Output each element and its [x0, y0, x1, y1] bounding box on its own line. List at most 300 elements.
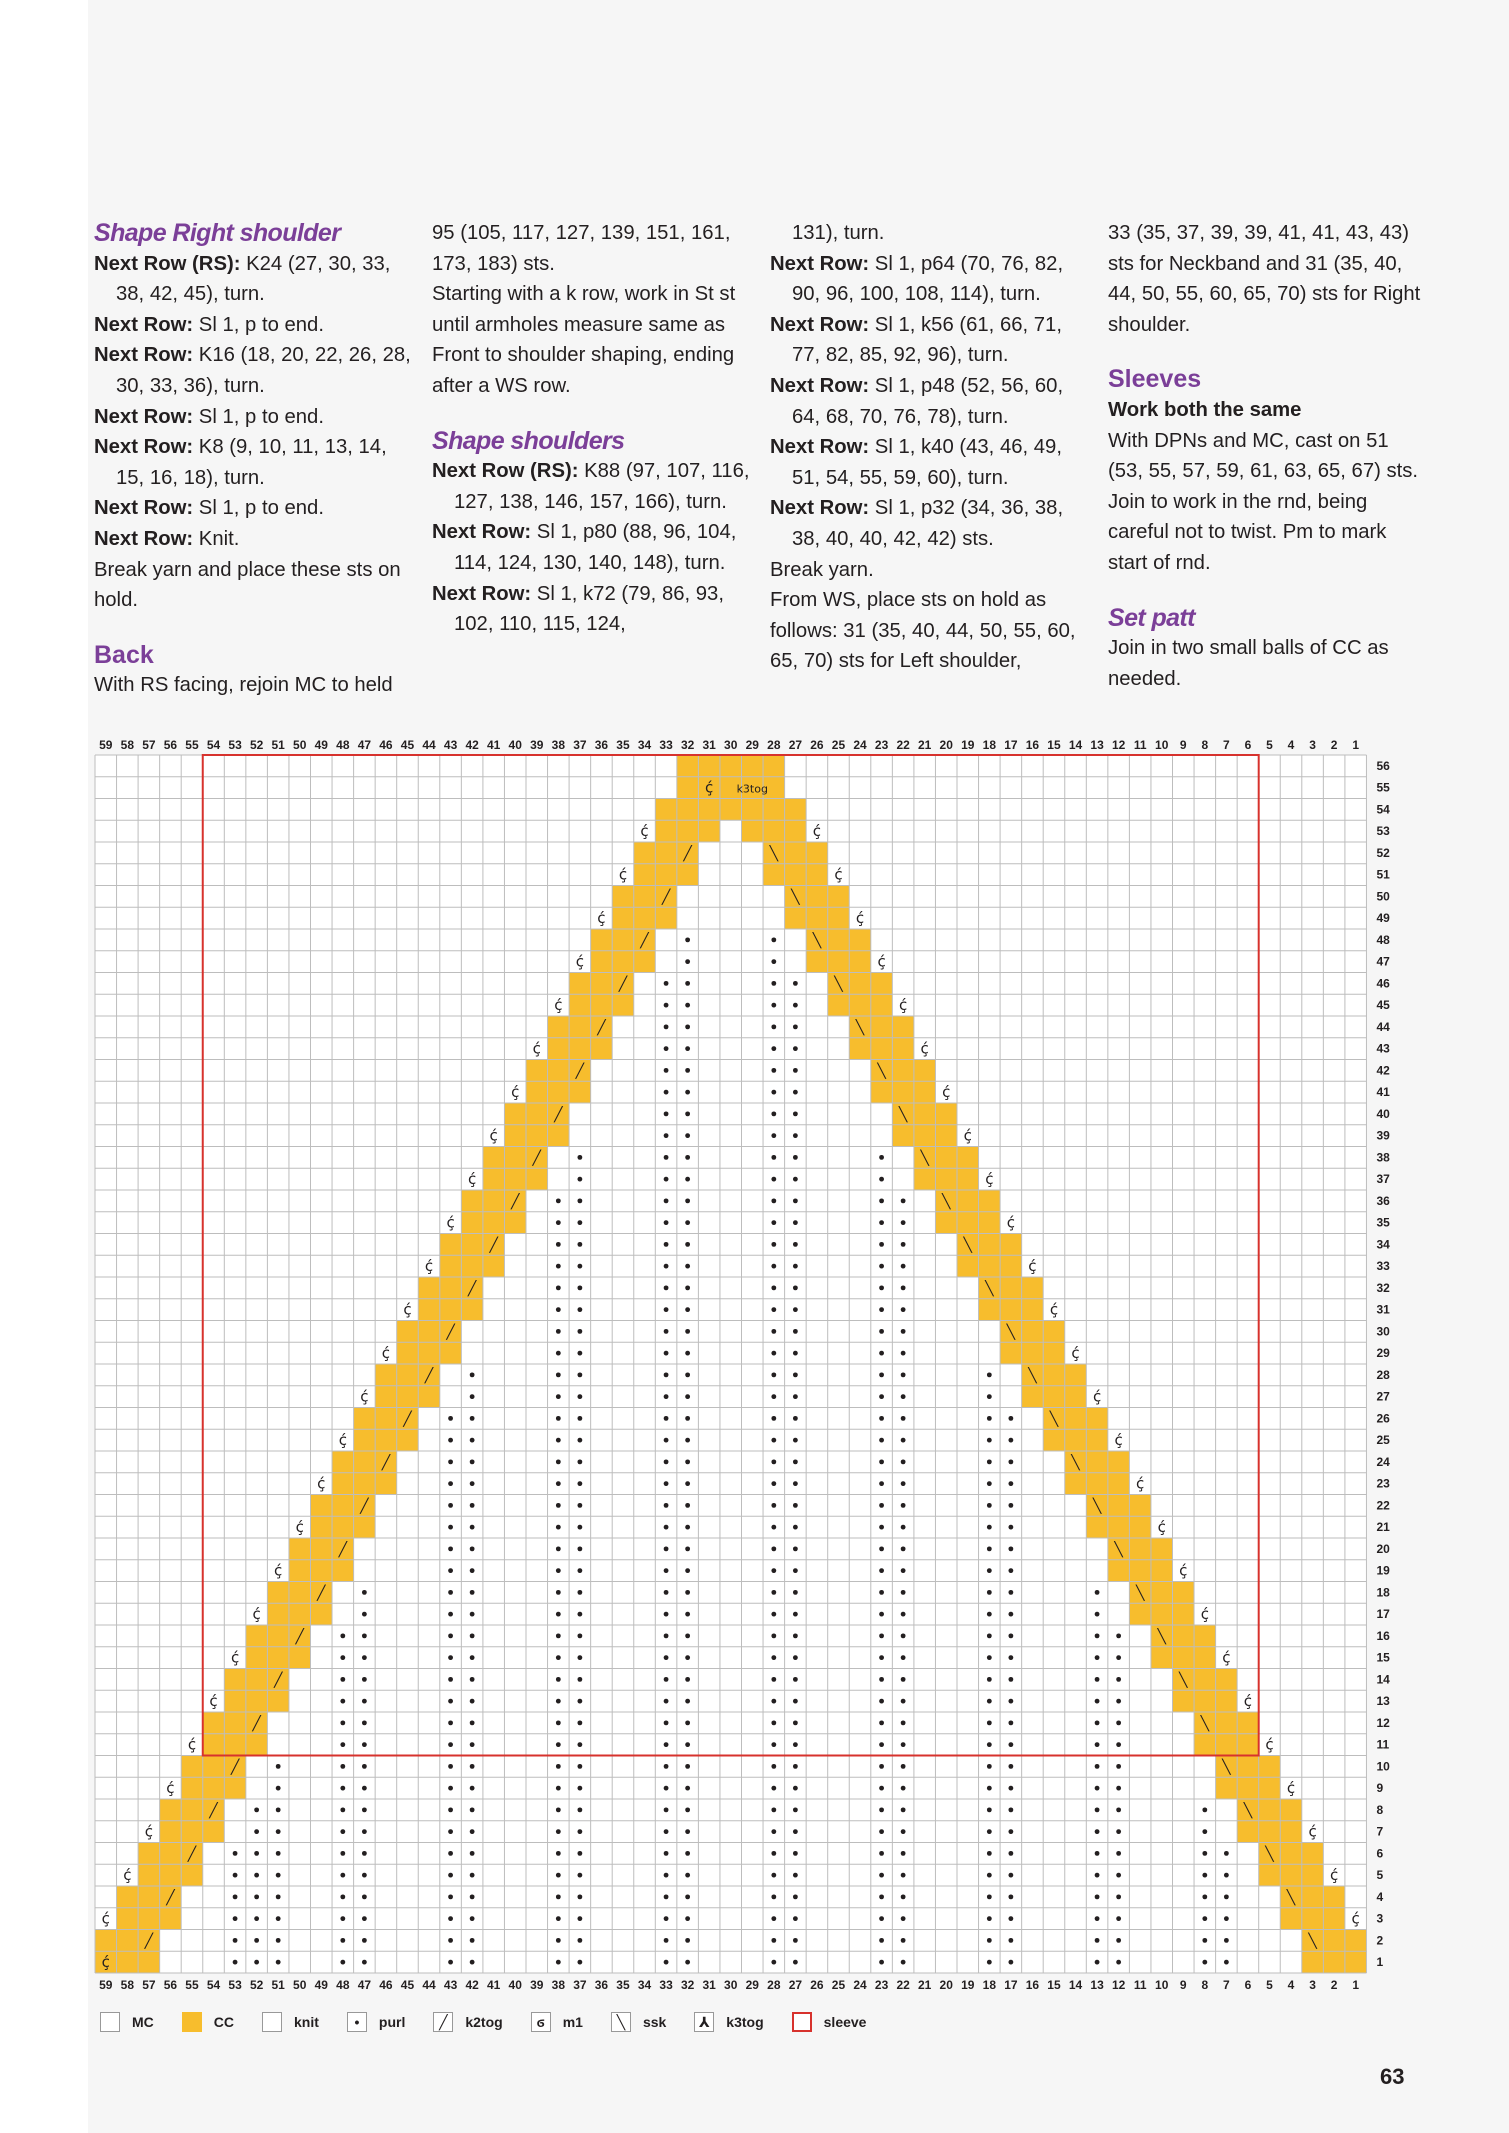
cc-cell [160, 1799, 182, 1821]
cc-cell [828, 951, 850, 973]
cc-cell [979, 1299, 1001, 1321]
purl-mark [664, 1068, 669, 1073]
cc-cell [677, 755, 699, 777]
column-number-bottom: 7 [1223, 1978, 1230, 1992]
cc-cell [655, 820, 677, 842]
purl-mark [448, 1764, 453, 1769]
purl-mark [577, 1742, 582, 1747]
purl-mark [685, 1916, 690, 1921]
purl-mark [685, 1655, 690, 1660]
k2tog-mark: ╱ [317, 1585, 326, 1602]
purl-mark [879, 1938, 884, 1943]
column-number-top: 38 [551, 738, 566, 752]
purl-icon: • [347, 2012, 367, 2032]
purl-mark [685, 1242, 690, 1247]
purl-mark [685, 1133, 690, 1138]
purl-mark [901, 1612, 906, 1617]
legend-item-m1: ϭ m1 [531, 2012, 583, 2032]
cc-cell [332, 1516, 354, 1538]
purl-mark [685, 1699, 690, 1704]
ssk-mark: ╲ [877, 1063, 886, 1080]
row-number: 24 [1376, 1454, 1390, 1469]
cc-cell [871, 1081, 893, 1103]
cc-cell [418, 1342, 440, 1364]
purl-mark [793, 1133, 798, 1138]
purl-mark [470, 1612, 475, 1617]
cc-cell [871, 1016, 893, 1038]
purl-mark [577, 1633, 582, 1638]
cc-cell [526, 1125, 548, 1147]
cc-cell [289, 1560, 311, 1582]
purl-mark [664, 1003, 669, 1008]
purl-mark [556, 1307, 561, 1312]
cc-cell [979, 1255, 1001, 1277]
row-number: 22 [1376, 1498, 1390, 1513]
purl-mark [901, 1742, 906, 1747]
purl-mark [879, 1307, 884, 1312]
cc-cell [526, 1081, 548, 1103]
purl-mark [771, 1960, 776, 1965]
purl-mark [987, 1459, 992, 1464]
purl-mark [771, 1764, 776, 1769]
purl-mark [448, 1916, 453, 1921]
cc-cell [267, 1603, 289, 1625]
purl-mark [470, 1916, 475, 1921]
purl-mark [556, 1525, 561, 1530]
column-number-top: 50 [293, 738, 307, 752]
instruction-line: Next Row: Sl 1, p to end. [94, 405, 324, 428]
column-number-top: 15 [1047, 738, 1061, 752]
cc-cell [785, 842, 807, 864]
cc-cell [1280, 1843, 1302, 1865]
instruction-line: Next Row: Sl 1, p48 (52, 56, 60, 64, 68, 70, 76, 78), turn. [770, 374, 1064, 428]
cc-cell [354, 1473, 376, 1495]
purl-mark [685, 1677, 690, 1682]
column-number-top: 1 [1352, 738, 1360, 752]
m1-mark: ḉ [144, 1822, 153, 1841]
purl-mark [793, 1612, 798, 1617]
purl-mark [901, 1546, 906, 1551]
cc-cell [612, 886, 634, 908]
column-number-bottom: 38 [551, 1978, 566, 1992]
column-number-bottom: 36 [594, 1978, 609, 1992]
k3tog-icon: ⅄ [694, 2012, 714, 2032]
cc-cell [742, 755, 764, 777]
column-number-top: 21 [917, 738, 932, 752]
purl-mark [448, 1894, 453, 1899]
row-number: 5 [1376, 1868, 1384, 1883]
k2tog-mark: ╱ [273, 1672, 283, 1689]
cc-cell [181, 1777, 203, 1799]
cc-cell [440, 1299, 462, 1321]
column-number-top: 16 [1025, 738, 1040, 752]
k2tog-mark: ╱ [661, 889, 671, 906]
purl-mark [470, 1807, 475, 1812]
paragraph: 33 (35, 37, 39, 39, 41, 41, 43, 43) sts for Neckband and 31 (35, 40, 44, 50, 55, 60, 65, 70) sts for Right shoulder. [1108, 222, 1421, 336]
row-number: 23 [1376, 1476, 1390, 1491]
row-number: 55 [1376, 780, 1390, 795]
cc-cell [591, 973, 613, 995]
cc-cell [1108, 1516, 1130, 1538]
column-number-bottom: 8 [1201, 1978, 1209, 1992]
purl-mark [1008, 1720, 1013, 1725]
k2tog-mark: ╱ [252, 1715, 261, 1732]
cc-cell [1302, 1908, 1324, 1930]
row-number: 27 [1376, 1389, 1390, 1404]
purl-mark [577, 1677, 582, 1682]
purl-mark [771, 1633, 776, 1638]
column-number-top: 12 [1111, 738, 1126, 752]
column-number-bottom: 26 [810, 1978, 824, 1992]
purl-mark [879, 1829, 884, 1834]
instruction-line: Next Row (RS): K24 (27, 30, 33, 38, 42, 45), turn. [94, 252, 391, 306]
purl-mark [793, 1090, 798, 1095]
m1-mark: ḉ [1157, 1518, 1166, 1537]
purl-mark [340, 1764, 345, 1769]
cc-cell [785, 799, 807, 821]
purl-mark [793, 1590, 798, 1595]
purl-mark [1116, 1873, 1121, 1878]
cc-cell [742, 799, 764, 821]
m1-mark: ḉ [338, 1431, 347, 1450]
cc-cell [634, 886, 656, 908]
purl-mark [276, 1786, 281, 1791]
column-number-top: 17 [1004, 738, 1018, 752]
cc-cell [871, 973, 893, 995]
cc-cell [504, 1212, 526, 1234]
instruction-line: Next Row (RS): K88 (97, 107, 116, 127, 138, 146, 157, 166), turn. [432, 460, 750, 513]
purl-mark [771, 1024, 776, 1029]
purl-mark [448, 1829, 453, 1834]
cc-cell [1086, 1408, 1108, 1430]
purl-mark [1095, 1851, 1100, 1856]
purl-mark [987, 1525, 992, 1530]
purl-mark [771, 1699, 776, 1704]
column-number-bottom: 35 [616, 1978, 630, 1992]
cc-cell [1129, 1495, 1151, 1517]
purl-mark [771, 1807, 776, 1812]
k2tog-icon: ╱ [433, 2012, 453, 2032]
heading-shape-right-shoulder: Shape Right shoulder [94, 219, 341, 247]
cc-cell [181, 1821, 203, 1843]
cc-cell [1259, 1777, 1281, 1799]
purl-mark [664, 1960, 669, 1965]
purl-mark [685, 1351, 690, 1356]
purl-mark [793, 1242, 798, 1247]
purl-mark [1202, 1851, 1207, 1856]
purl-mark [879, 1459, 884, 1464]
row-number: 19 [1376, 1563, 1390, 1578]
purl-mark [685, 1481, 690, 1486]
row-number: 10 [1376, 1759, 1390, 1774]
purl-mark [470, 1438, 475, 1443]
purl-mark [685, 1003, 690, 1008]
column-number-top: 57 [142, 738, 156, 752]
purl-mark [664, 1177, 669, 1182]
m1-mark: ḉ [252, 1605, 261, 1624]
purl-mark [685, 1720, 690, 1725]
purl-mark [664, 1155, 669, 1160]
purl-mark [685, 1155, 690, 1160]
cc-cell [138, 1908, 160, 1930]
purl-mark [771, 1351, 776, 1356]
cc-cell [806, 842, 828, 864]
cc-cell [1173, 1690, 1195, 1712]
row-number: 45 [1376, 998, 1390, 1013]
cc-cell [483, 1212, 505, 1234]
cc-cell [1129, 1538, 1151, 1560]
purl-mark [771, 1438, 776, 1443]
cc-cell [1173, 1625, 1195, 1647]
column-number-top: 37 [573, 738, 587, 752]
purl-mark [556, 1416, 561, 1421]
purl-mark [362, 1873, 367, 1878]
purl-mark [685, 1960, 690, 1965]
purl-mark [362, 1742, 367, 1747]
purl-mark [879, 1155, 884, 1160]
k2tog-mark: ╱ [683, 845, 692, 862]
purl-mark [470, 1960, 475, 1965]
purl-mark [1095, 1633, 1100, 1638]
legend-item-ssk: ╲ ssk [611, 2012, 666, 2032]
purl-mark [793, 1677, 798, 1682]
purl-mark [664, 1742, 669, 1747]
column-number-bottom: 3 [1309, 1978, 1316, 1992]
column-number-top: 10 [1155, 738, 1169, 752]
k2tog-mark: ╱ [640, 932, 649, 949]
row-number: 9 [1376, 1781, 1384, 1796]
cc-cell [548, 1016, 570, 1038]
purl-mark [987, 1742, 992, 1747]
purl-mark [577, 1264, 582, 1269]
cc-cell [138, 1886, 160, 1908]
column-number-top: 20 [939, 738, 953, 752]
cc-cell [160, 1908, 182, 1930]
cc-cell [1237, 1712, 1259, 1734]
cc-cell [569, 1016, 591, 1038]
purl-mark [664, 1024, 669, 1029]
purl-mark [276, 1894, 281, 1899]
purl-mark [879, 1807, 884, 1812]
purl-mark [685, 1525, 690, 1530]
purl-mark [254, 1873, 259, 1878]
purl-mark [685, 937, 690, 942]
row-number: 2 [1376, 1933, 1384, 1948]
purl-mark [1008, 1764, 1013, 1769]
cc-cell [160, 1864, 182, 1886]
m1-mark: ḉ [209, 1692, 218, 1711]
purl-mark [664, 1307, 669, 1312]
cc-cell [311, 1538, 333, 1560]
purl-mark [879, 1655, 884, 1660]
purl-mark [340, 1677, 345, 1682]
cc-cell [914, 1125, 936, 1147]
m1-mark: ḉ [532, 1039, 541, 1058]
column-number-top: 18 [982, 738, 997, 752]
cc-cell [1065, 1408, 1087, 1430]
purl-mark [879, 1677, 884, 1682]
cc-cell [246, 1669, 268, 1691]
column-number-bottom: 29 [745, 1978, 759, 1992]
purl-mark [577, 1655, 582, 1660]
cc-cell [1065, 1364, 1087, 1386]
row-number: 47 [1376, 954, 1390, 969]
cc-cell [892, 1016, 914, 1038]
purl-mark [470, 1416, 475, 1421]
column-number-bottom: 21 [917, 1978, 932, 1992]
m1-mark: ḉ [101, 1953, 110, 1972]
purl-mark [1008, 1481, 1013, 1486]
purl-mark [340, 1851, 345, 1856]
cc-cell [138, 1864, 160, 1886]
purl-mark [793, 1525, 798, 1530]
k2tog-mark: ╱ [144, 1933, 154, 1950]
cc-cell [246, 1690, 268, 1712]
purl-mark [879, 1786, 884, 1791]
instruction-line: Next Row: Sl 1, p80 (88, 96, 104, 114, 124, 130, 140, 148), turn. [432, 521, 737, 574]
cc-cell [1216, 1734, 1238, 1756]
purl-mark [664, 1568, 669, 1573]
purl-mark [556, 1438, 561, 1443]
cc-cell [720, 755, 742, 777]
purl-mark [987, 1894, 992, 1899]
purl-mark [771, 959, 776, 964]
purl-mark [685, 1220, 690, 1225]
purl-mark [362, 1786, 367, 1791]
cc-cell [461, 1299, 483, 1321]
cc-cell [526, 1168, 548, 1190]
purl-mark [879, 1177, 884, 1182]
purl-mark [987, 1807, 992, 1812]
purl-mark [664, 1633, 669, 1638]
purl-mark [362, 1655, 367, 1660]
purl-mark [556, 1807, 561, 1812]
purl-mark [664, 1220, 669, 1225]
cc-cell [1302, 1843, 1324, 1865]
legend-item-mc: MC [100, 2012, 154, 2032]
purl-mark [771, 1590, 776, 1595]
cc-cell [397, 1342, 419, 1364]
column-number-top: 27 [788, 738, 803, 752]
purl-mark [793, 1786, 798, 1791]
purl-mark [771, 1916, 776, 1921]
column-number-top: 30 [724, 738, 738, 752]
column-number-bottom: 25 [831, 1978, 846, 1992]
cc-cell [224, 1777, 246, 1799]
paragraph: Join in two small balls of CC as needed. [1108, 637, 1389, 690]
column-number-bottom: 24 [853, 1978, 867, 1992]
purl-mark [556, 1590, 561, 1595]
purl-mark [577, 1242, 582, 1247]
m1-mark: ḉ [446, 1213, 455, 1232]
cc-cell [461, 1255, 483, 1277]
column-number-bottom: 54 [206, 1978, 221, 1992]
cc-cell [203, 1821, 225, 1843]
purl-mark [233, 1938, 238, 1943]
purl-mark [685, 1503, 690, 1508]
purl-mark [901, 1264, 906, 1269]
k2tog-mark: ╱ [209, 1802, 218, 1819]
row-number: 8 [1376, 1802, 1384, 1817]
k2tog-mark: ╱ [230, 1759, 240, 1776]
purl-mark [793, 1633, 798, 1638]
purl-mark [577, 1351, 582, 1356]
m1-mark: ḉ [855, 909, 865, 928]
purl-mark [577, 1198, 582, 1203]
purl-mark [664, 1677, 669, 1682]
cc-cell [914, 1103, 936, 1125]
cc-cell [828, 994, 850, 1016]
purl-mark [470, 1677, 475, 1682]
purl-mark [771, 1481, 776, 1486]
cc-cell [892, 1060, 914, 1082]
cc-cell [548, 1081, 570, 1103]
purl-mark [771, 1264, 776, 1269]
purl-mark [470, 1590, 475, 1595]
cc-cell [1086, 1473, 1108, 1495]
cc-cell [138, 1951, 160, 1973]
purl-mark [793, 1807, 798, 1812]
purl-mark [793, 1546, 798, 1551]
purl-mark [771, 981, 776, 986]
cc-cell [504, 1103, 526, 1125]
column-number-bottom: 32 [680, 1978, 695, 1992]
cc-cell [1043, 1342, 1065, 1364]
purl-mark [470, 1873, 475, 1878]
purl-mark [901, 1242, 906, 1247]
purl-mark [470, 1699, 475, 1704]
cc-cell [914, 1081, 936, 1103]
row-number: 38 [1376, 1150, 1390, 1165]
row-number: 43 [1376, 1041, 1390, 1056]
purl-mark [362, 1633, 367, 1638]
cc-cell [354, 1429, 376, 1451]
cc-cell [1022, 1342, 1044, 1364]
purl-mark [556, 1960, 561, 1965]
cc-cell [806, 886, 828, 908]
m1-mark: ḉ [618, 865, 628, 884]
cc-cell [612, 907, 634, 929]
purl-mark [664, 1046, 669, 1051]
cc-cell [828, 929, 850, 951]
row-number: 50 [1376, 889, 1390, 904]
purl-mark [771, 1677, 776, 1682]
column-number-bottom: 34 [637, 1978, 652, 1992]
row-number: 31 [1376, 1302, 1390, 1317]
k2tog-mark: ╱ [187, 1846, 197, 1863]
cc-cell [1194, 1647, 1216, 1669]
purl-mark [879, 1198, 884, 1203]
purl-mark [879, 1503, 884, 1508]
purl-mark [1008, 1438, 1013, 1443]
cc-cell [203, 1734, 225, 1756]
purl-mark [556, 1873, 561, 1878]
column-number-top: 24 [853, 738, 867, 752]
cc-cell [935, 1125, 957, 1147]
cc-cell [1108, 1473, 1130, 1495]
purl-mark [470, 1459, 475, 1464]
column-number-bottom: 14 [1068, 1978, 1083, 1992]
purl-mark [233, 1894, 238, 1899]
cc-cell [1323, 1930, 1345, 1952]
purl-mark [276, 1829, 281, 1834]
m1-mark: ḉ [1200, 1605, 1209, 1624]
column-number-top: 19 [961, 738, 975, 752]
purl-mark [448, 1459, 453, 1464]
instruction-line: Next Row: Sl 1, p64 (70, 76, 82, 90, 96, 100, 108, 114), turn. [770, 252, 1064, 306]
purl-mark [685, 959, 690, 964]
column-number-top: 56 [163, 738, 178, 752]
